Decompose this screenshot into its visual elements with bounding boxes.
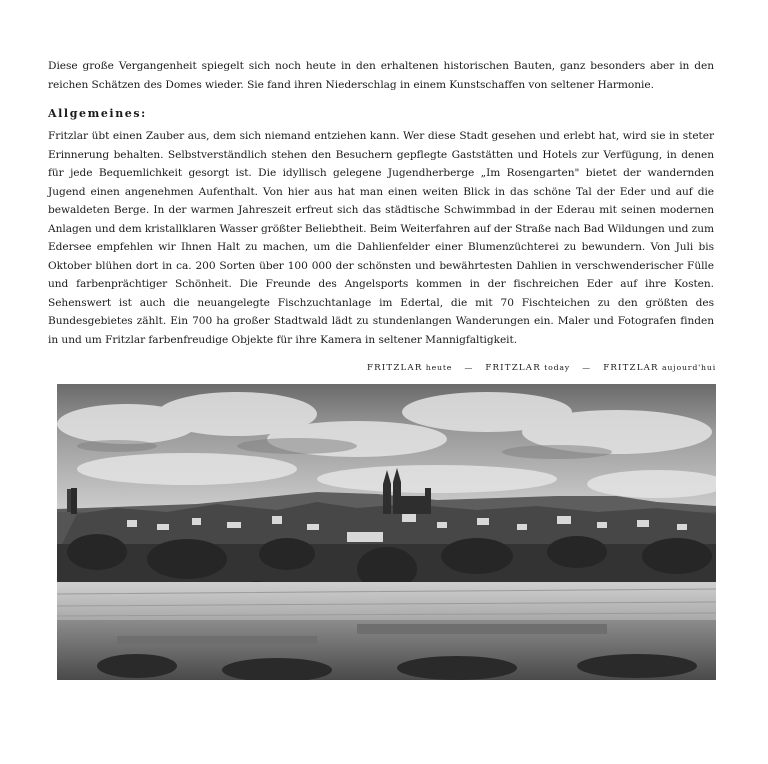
caption-city-2: FRITZLAR xyxy=(485,363,541,373)
town-panorama-photo xyxy=(57,384,716,680)
caption-separator-2: — xyxy=(582,363,591,372)
caption-city-1: FRITZLAR xyxy=(366,363,423,373)
photo-caption xyxy=(367,363,716,373)
caption-city-3: FRITZLAR xyxy=(603,363,659,373)
caption-word-1: heute xyxy=(425,363,453,372)
intro-paragraph: Diese große Vergangenheit spiegelt sich noch heute in den erhaltenen historischen Bauten, ganz besonders aber in den reichen Schätzen des Domes wieder. Sie fand ihren Niederschlag in einem Kunstschaffen von seltener Harmonie. xyxy=(48,60,714,91)
caption-word-3: aujourd'hui xyxy=(661,363,716,372)
caption-separator-1: — xyxy=(464,363,474,372)
caption-word-2: today xyxy=(544,363,571,372)
section-heading: Allgemeines: xyxy=(48,107,147,120)
body-paragraph: Fritzlar übt einen Zauber aus, dem sich niemand entziehen kann. Wer diese Stadt gesehen und erlebt hat, wird sie in steter Erinnerung behalten. Selbstverständlich stehen den Besuchern gepflegte Gaststätten und Hotels zur Verfügung, in denen für jede Bequemlichkeit gesorgt ist. Die idyllisch gelegene Jugendherberge „Im Rosengarten" bietet der wandernden Jugend einen angenehmen Aufenthalt. Von hier aus hat man einen weiten Blick in das schöne Tal der Eder und auf die bewaldeten Berge. In der warmen Jahreszeit erfreut sich das städtische Schwimmbad in der Ederau mit seinen modernen Anlagen und dem kristallklaren Wasser größter Beliebtheit. Beim Weiterfahren auf der Straße nach Bad Wildungen und zum Edersee empfehlen wir Ihnen Halt zu machen, um die Dahlienfelder einer Blumenzüchterei zu bewundern. Von Juli bis Oktober blühen dort in ca. 200 Sorten über 100 000 der schönsten und bewährtesten Dahlien in verschwenderischer Fülle und farbenprächtiger Schönheit. Die Freunde des Angelsports kommen in der fischreichen Eder auf ihre Kosten. Sehenswert ist auch die neuangelegte Fischzuchtanlage im Edertal, die mit 70 Fischteichen zu den größten des Bundesgebietes zählt. Ein 700 ha großer Stadtwald lädt zu stundenlangen Wanderungen ein. Maler und Fotografen finden in und um Fritzlar farbenfreudige Objekte für ihre Kamera in seltener Mannigfaltigkeit. xyxy=(48,130,714,346)
